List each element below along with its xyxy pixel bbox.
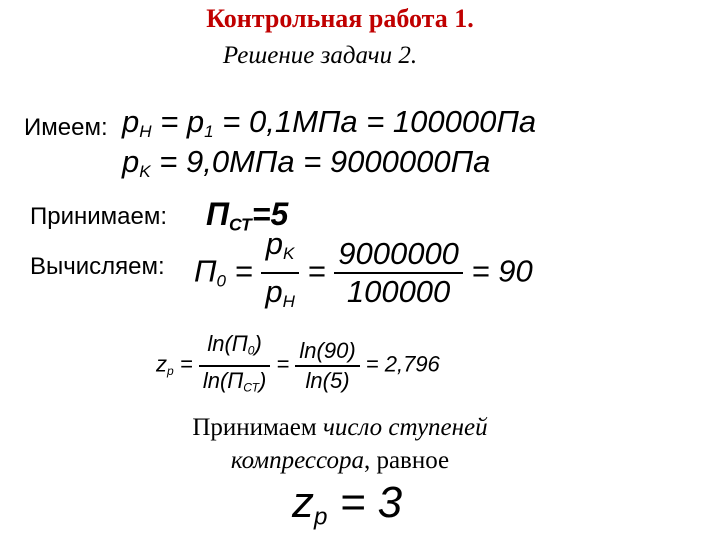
den-value: 100000 [334,272,463,310]
zp-symbol: z [156,351,167,377]
conclusion-text [140,412,540,477]
pi-st-symbol: П [206,196,230,232]
pi-st-sub: СТ [229,214,252,235]
accept-label: Принимаем: [30,203,168,230]
ln-num2: ln(90) [299,337,356,363]
conclusion-part1: Принимаем [192,414,323,441]
value-fraction [334,236,463,310]
final-value: = 3 [339,478,403,527]
p-1-sub: 1 [204,122,214,142]
pi0-equation [194,226,533,320]
ln-value-fraction [295,337,359,395]
pi0-result: = 90 [471,253,533,289]
ln-ratio-fraction [199,330,270,401]
num-value: 9000000 [338,236,459,272]
final-answer [292,478,402,531]
p-k-equation [122,144,490,182]
final-z-sub: p [314,503,328,531]
ln-num1: ln(П [207,331,248,356]
p-k-sub: K [139,162,151,182]
conclusion-part4: , равное [363,446,450,474]
ln-den1-sub: СТ [243,380,259,395]
page-title: Контрольная работа 1. [206,4,474,33]
num-p: p [265,226,284,261]
zp-result: = 2,796 [365,351,440,377]
zp-sub: p [167,364,174,379]
given-label: Имеем: [24,114,108,141]
conclusion-part2: число ступеней [322,414,488,441]
ln-den2: ln(5) [295,365,359,395]
p-h-equation [122,104,536,142]
pressure-ratio-fraction [261,226,299,320]
p-h-sub: H [139,122,152,142]
pi0-eq2: = [307,253,326,289]
pi-st-value: =5 [251,196,289,232]
p-k-value: = 9,0МПа = 9000000Па [159,144,491,179]
den-p-sub: H [282,292,295,312]
compute-label: Вычисляем: [30,253,165,280]
zp-eq1: = [179,351,193,377]
p-h-value: = 0,1МПа = 100000Па [222,104,537,139]
pi0-sub: 0 [216,271,226,291]
zp-equation [156,330,440,401]
ln-den1-close: ) [258,367,267,393]
page-subtitle: Решение задачи 2. [222,42,418,69]
num-p-sub: K [283,244,295,264]
ln-num1-close: ) [254,331,262,356]
final-z-symbol: z [292,478,314,527]
den-p: p [265,274,283,310]
ln-den1: ln(П [202,367,244,393]
p-k-symbol: p [122,144,140,179]
pi0-symbol: П [194,253,217,289]
p-h-mid: = p [160,104,205,139]
conclusion-part3: компрессора [230,446,364,474]
pi0-eq1: = [234,253,253,289]
zp-eq2: = [276,351,290,377]
ln-num1-sub: 0 [247,343,255,358]
p-h-symbol: p [122,104,140,139]
